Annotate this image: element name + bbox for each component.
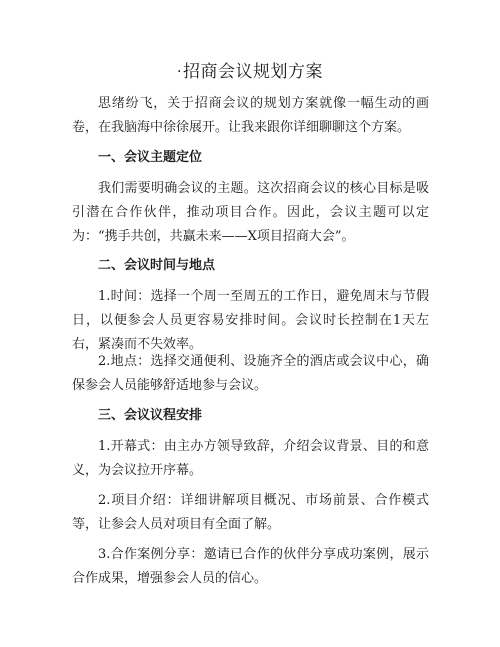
place-paragraph: 2.地点：选择交通便利、设施齐全的酒店或会议中心，确保参会人员能够舒适地参与会议。 bbox=[72, 354, 429, 393]
title-text: 招商会议规划方案 bbox=[182, 62, 323, 82]
title-dot: · bbox=[177, 64, 182, 80]
agenda-case-sharing-paragraph: 3.合作案例分享：邀请已合作的伙伴分享成功案例，展示合作成果，增强参会人员的信心。 bbox=[72, 547, 429, 586]
section-heading-theme: 一、会议主题定位 bbox=[98, 150, 203, 165]
intro-paragraph: 思绪纷飞，关于招商会议的规划方案就像一幅生动的画卷，在我脑海中徐徐展开。让我来跟你详细聊聊这个方案。 bbox=[72, 96, 429, 135]
agenda-opening-paragraph: 1.开幕式：由主办方领导致辞，介绍会议背景、目的和意义，为会议拉开序幕。 bbox=[72, 439, 429, 478]
theme-paragraph: 我们需要明确会议的主题。这次招商会议的核心目标是吸引潜在合作伙伴，推动项目合作。因此，会议主题可以定为：“携手共创，共赢未来——X项目招商大会”。 bbox=[72, 181, 429, 244]
section-heading-agenda: 三、会议议程安排 bbox=[98, 408, 203, 423]
section-heading-time-place: 二、会议时间与地点 bbox=[98, 258, 216, 273]
time-paragraph: 1.时间：选择一个周一至周五的工作日，避免周末与节假日，以便参会人员更容易安排时间。会议时长控制在1天左右，紧凑而不失效率。 bbox=[72, 289, 429, 352]
document-title bbox=[0, 60, 500, 84]
agenda-project-intro-paragraph: 2.项目介绍：详细讲解项目概况、市场前景、合作模式等，让参会人员对项目有全面了解。 bbox=[72, 493, 429, 532]
